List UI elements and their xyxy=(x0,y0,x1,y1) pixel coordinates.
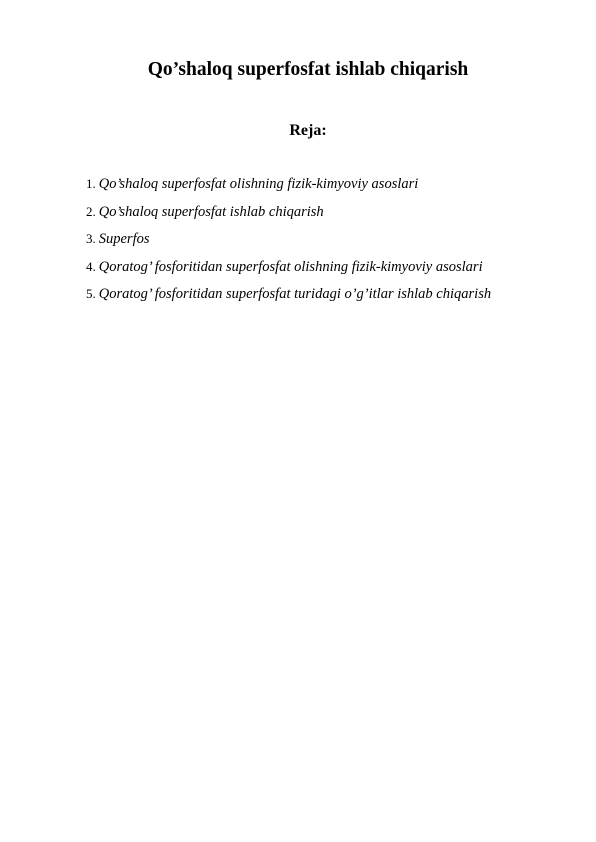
plan-item-text: Qoratog’ fosforitidan superfosfat turidagi o’g’itlar ishlab chiqarish xyxy=(98,286,492,302)
plan-item-text: Qo’shaloq superfosfat olishning fizik-kimyoviy asoslari xyxy=(98,176,419,192)
plan-list xyxy=(86,174,491,312)
plan-item-text: Qo’shaloq superfosfat ishlab chiqarish xyxy=(98,203,324,220)
plan-item-number: 4. xyxy=(86,258,96,274)
plan-item-number: 1. xyxy=(86,176,96,191)
plan-item xyxy=(86,257,491,285)
plan-item xyxy=(86,229,491,257)
plan-item xyxy=(86,174,491,202)
plan-item-number: 3. xyxy=(86,231,96,246)
plan-item-text: Superfos xyxy=(98,231,150,247)
plan-item xyxy=(86,202,491,230)
plan-item-number: 5. xyxy=(86,286,96,301)
plan-item-number: 2. xyxy=(86,203,96,219)
plan-item-text: Qoratog’ fosforitidan superfosfat olishning fizik-kimyoviy asoslari xyxy=(98,258,483,275)
plan-item xyxy=(86,284,491,312)
plan-heading: Reja: xyxy=(289,122,327,139)
document-title: Qo’shaloq superfosfat ishlab chiqarish xyxy=(147,59,469,80)
